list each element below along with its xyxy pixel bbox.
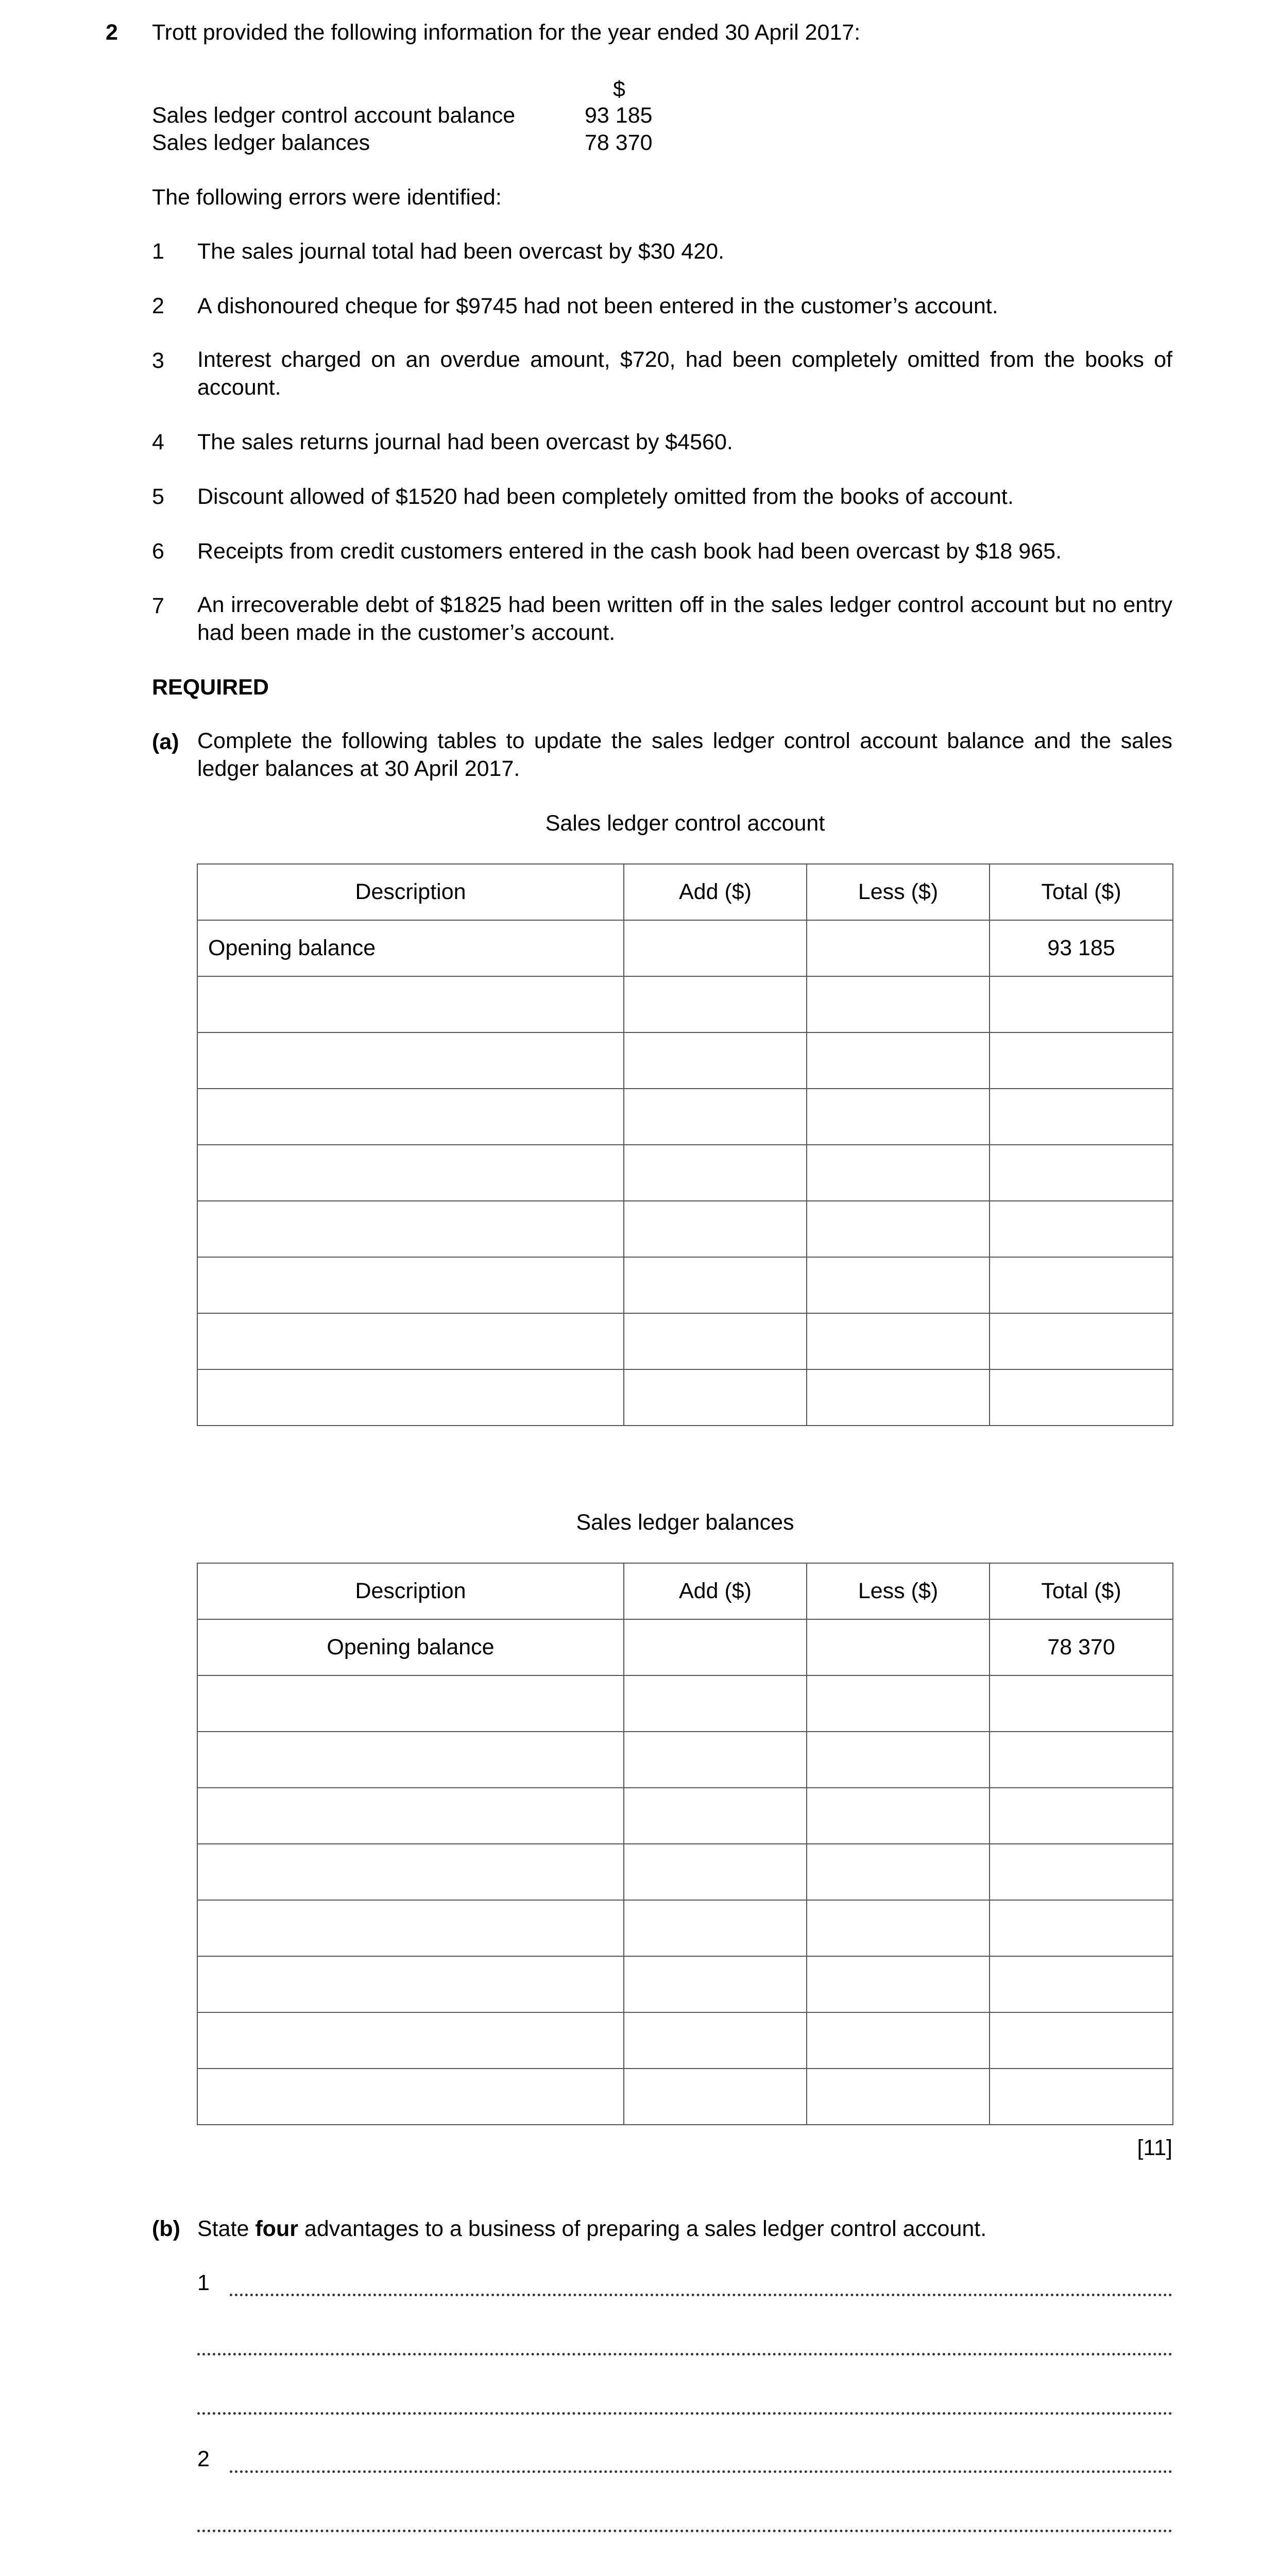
table-cell[interactable] [197,1201,624,1257]
question-number: 2 [106,20,118,45]
error-number: 1 [152,239,164,264]
table-cell[interactable] [624,976,807,1032]
table-row [197,1369,1173,1426]
table-cell[interactable] [624,1089,807,1145]
sales-ledger-balances-table [197,1563,1173,2125]
info-value: 78 370 [585,130,653,155]
table-cell[interactable] [807,1313,990,1369]
table-cell[interactable] [807,1844,990,1900]
table-cell[interactable] [807,1032,990,1089]
table-cell[interactable] [807,1788,990,1844]
opening-balance-total: 78 370 [990,1619,1173,1675]
table-cell[interactable] [990,1900,1173,1956]
error-number: 6 [152,539,164,564]
table-row [197,2012,1173,2069]
table-cell[interactable] [197,1145,624,1201]
required-heading: REQUIRED [152,675,269,700]
table-cell[interactable] [990,2069,1173,2125]
error-text: A dishonoured cheque for $9745 had not been entered in the customer’s account. [197,294,998,318]
table-row [197,1844,1173,1900]
table-cell[interactable] [990,1732,1173,1788]
error-number: 7 [152,594,164,618]
table-cell[interactable] [197,1788,624,1844]
table-cell[interactable] [624,2069,807,2125]
table-cell[interactable] [197,1369,624,1426]
table-cell[interactable] [197,1089,624,1145]
table-cell[interactable] [624,1619,807,1675]
part-a-text: Complete the following tables to update the sales ledger control account balance and the sales ledger balances at 30 April 2017. [197,728,1172,781]
table-row [197,1089,1173,1145]
info-value: 93 185 [585,103,653,128]
part-a-marks: [11] [1137,2136,1172,2160]
sales-ledger-control-table [197,863,1173,1426]
answer-line[interactable] [197,2353,1172,2355]
error-text: Discount allowed of $1520 had been completely omitted from the books of account. [197,484,1014,509]
currency-header: $ [613,77,625,101]
header-total: Total ($) [990,864,1173,920]
opening-balance-total: 93 185 [990,920,1173,976]
error-text: The sales returns journal had been overcast by $4560. [197,430,733,454]
table-cell[interactable] [197,1732,624,1788]
error-text: An irrecoverable debt of $1825 had been written off in the sales ledger control account but no entry had been made in the customer’s account. [197,592,1172,645]
table-row [197,1257,1173,1313]
table-cell[interactable] [807,1369,990,1426]
table-cell[interactable] [807,1956,990,2012]
answer-number: 2 [197,2447,210,2471]
table-cell[interactable] [624,1732,807,1788]
error-text: Receipts from credit customers entered in the cash book had been overcast by $18 965. [197,539,1062,564]
table-cell[interactable] [624,1369,807,1426]
table-cell[interactable] [990,1369,1173,1426]
table-row [197,1145,1173,1201]
table-cell[interactable] [990,1032,1173,1089]
table-cell[interactable] [197,1257,624,1313]
error-number: 4 [152,430,164,454]
table-row [197,1956,1173,2012]
table-cell[interactable] [807,920,990,976]
answer-line[interactable] [230,2470,1172,2473]
table-cell[interactable] [807,2069,990,2125]
table-cell[interactable] [990,2012,1173,2069]
table-cell[interactable] [807,1257,990,1313]
error-number: 3 [152,348,164,373]
header-description: Description [197,1563,624,1619]
table-row [197,1619,1173,1675]
table-cell[interactable] [197,1956,624,2012]
table-cell[interactable] [197,1313,624,1369]
table-cell[interactable] [807,1089,990,1145]
table-caption: Sales ledger control account [545,811,825,836]
table-row [197,1313,1173,1369]
answer-line[interactable] [197,2412,1172,2415]
part-b-emphasis: four [255,2216,298,2241]
table-cell[interactable] [990,1956,1173,2012]
table-cell[interactable] [807,1619,990,1675]
table-cell[interactable] [990,1201,1173,1257]
error-text: The sales journal total had been overcast by $30 420. [197,239,725,264]
table-cell[interactable] [990,1313,1173,1369]
table-cell[interactable] [624,1900,807,1956]
part-b-label: (b) [152,2216,180,2241]
table-cell[interactable] [990,976,1173,1032]
table-row [197,1900,1173,1956]
table-cell[interactable] [990,1788,1173,1844]
error-number: 2 [152,294,164,318]
table-cell[interactable] [624,1956,807,2012]
table-caption: Sales ledger balances [576,1510,794,1535]
table-cell[interactable] [624,1145,807,1201]
opening-balance-label: Opening balance [197,920,624,976]
part-a-label: (a) [152,730,179,754]
table-cell[interactable] [807,976,990,1032]
table-cell[interactable] [990,1675,1173,1732]
table-header-row [197,1563,1173,1619]
header-less: Less ($) [807,864,990,920]
table-cell[interactable] [197,1844,624,1900]
table-cell[interactable] [990,1844,1173,1900]
table-row [197,1732,1173,1788]
answer-line[interactable] [230,2294,1172,2296]
table-row [197,1675,1173,1732]
table-cell[interactable] [624,920,807,976]
table-cell[interactable] [197,2069,624,2125]
table-cell[interactable] [624,1201,807,1257]
table-cell[interactable] [197,976,624,1032]
table-cell[interactable] [807,1732,990,1788]
table-cell[interactable] [197,1032,624,1089]
header-add: Add ($) [624,864,807,920]
table-cell[interactable] [624,2012,807,2069]
table-cell[interactable] [807,1900,990,1956]
table-row [197,2069,1173,2125]
header-total: Total ($) [990,1563,1173,1619]
table-cell[interactable] [624,1788,807,1844]
part-b-text: State four advantages to a business of preparing a sales ledger control account. [197,2216,987,2241]
question-intro: Trott provided the following information for the year ended 30 April 2017: [152,20,861,45]
table-row [197,920,1173,976]
table-cell[interactable] [624,1313,807,1369]
table-cell[interactable] [990,1089,1173,1145]
errors-intro: The following errors were identified: [152,185,502,210]
table-cell[interactable] [624,1032,807,1089]
table-row [197,976,1173,1032]
table-cell[interactable] [197,1675,624,1732]
info-label: Sales ledger control account balance [152,103,516,128]
table-cell[interactable] [197,1900,624,1956]
header-less: Less ($) [807,1563,990,1619]
table-row [197,1032,1173,1089]
error-number: 5 [152,484,164,509]
table-cell[interactable] [807,1201,990,1257]
table-header-row [197,864,1173,920]
answer-number: 1 [197,2270,210,2295]
table-cell[interactable] [807,1675,990,1732]
info-label: Sales ledger balances [152,130,370,155]
table-cell[interactable] [990,1257,1173,1313]
table-cell[interactable] [624,1675,807,1732]
error-text: Interest charged on an overdue amount, $720, had been completely omitted from the books of account. [197,347,1172,400]
answer-line[interactable] [197,2530,1172,2532]
table-cell[interactable] [624,1844,807,1900]
table-cell[interactable] [807,2012,990,2069]
table-cell[interactable] [624,1257,807,1313]
header-description: Description [197,864,624,920]
table-cell[interactable] [197,2012,624,2069]
opening-balance-label: Opening balance [197,1619,624,1675]
table-row [197,1201,1173,1257]
header-add: Add ($) [624,1563,807,1619]
table-cell[interactable] [990,1145,1173,1201]
table-row [197,1788,1173,1844]
table-cell[interactable] [807,1145,990,1201]
